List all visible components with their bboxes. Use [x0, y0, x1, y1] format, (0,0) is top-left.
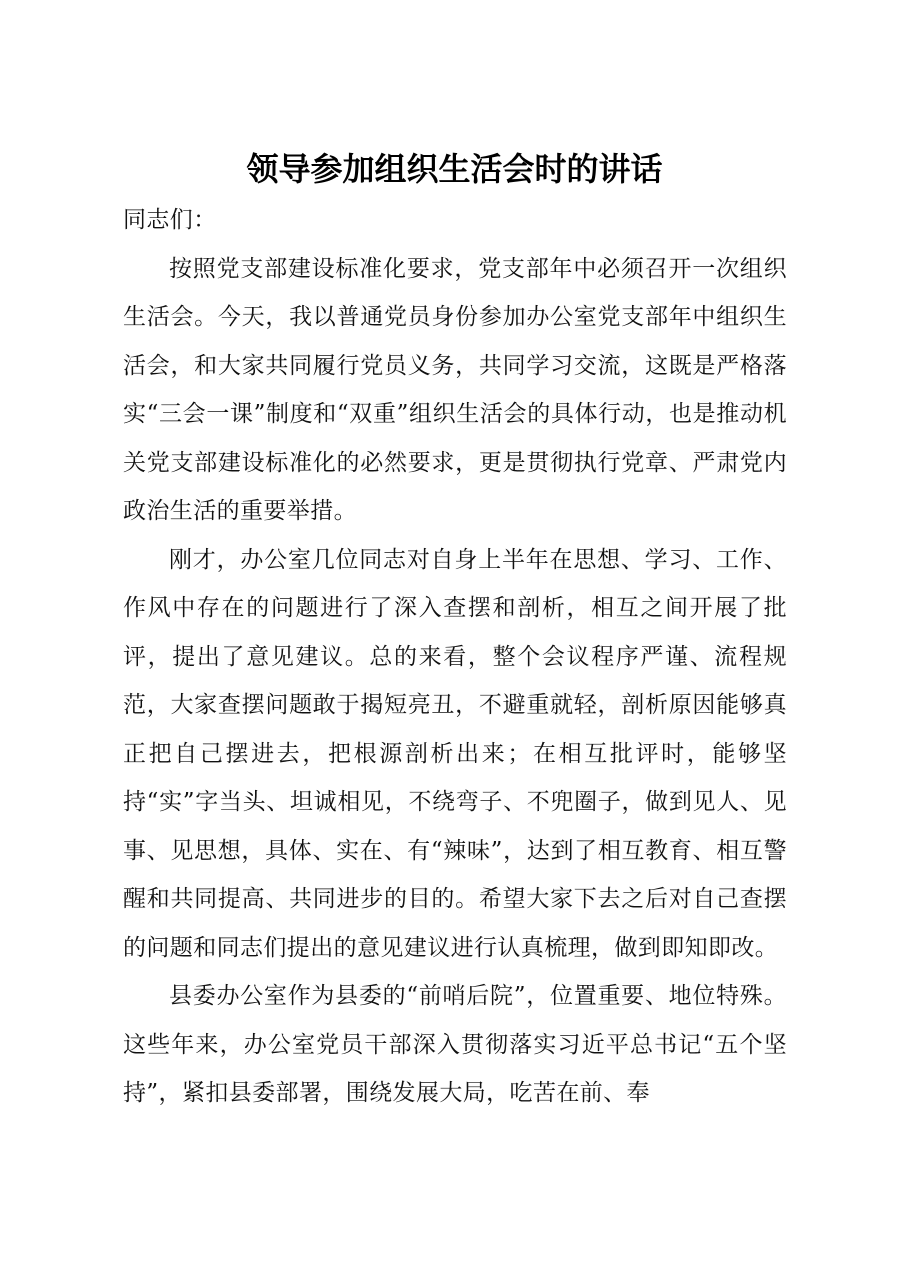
document-title: 领导参加组织生活会时的讲话: [246, 150, 663, 188]
paragraph-2: 刚才，办公室几位同志对自身上半年在思想、学习、工作、作风中存在的问题进行了深入查摆和剖析，相互之间开展了批评，提出了意见建议。总的来看，整个会议程序严谨、流程规范，大家查摆问题敢于揭短亮丑，不避重就轻，剖析原因能够真正把自己摆进去，把根源剖析出来；在相互批评时，能够坚持“实”字当头、坦诚相见，不绕弯子、不兜圈子，做到见人、见事、见思想，具体、实在、有“辣味”，达到了相互教育、相互警醒和共同提高、共同进步的目的。希望大家下去之后对自己查摆的问题和同志们提出的意见建议进行认真梳理，做到即知即改。: [123, 546, 787, 961]
salutation: 同志们：: [123, 207, 217, 233]
paragraph-1: 按照党支部建设标准化要求，党支部年中必须召开一次组织生活会。今天，我以普通党员身份参加办公室党支部年中组织生活会，和大家共同履行党员义务，共同学习交流，这既是严格落实“三会一课”制度和“双重”组织生活会的具体行动，也是推动机关党支部建设标准化的必然要求，更是贯彻执行党章、严肃党内政治生活的重要举措。: [123, 255, 787, 524]
document-body: [123, 196, 787, 1118]
paragraph-3: 县委办公室作为县委的“前哨后院”，位置重要、地位特殊。这些年来，办公室党员干部深入贯彻落实习近平总书记“五个坚持”，紧扣县委部署，围绕发展大局，吃苦在前、奉: [123, 983, 787, 1106]
